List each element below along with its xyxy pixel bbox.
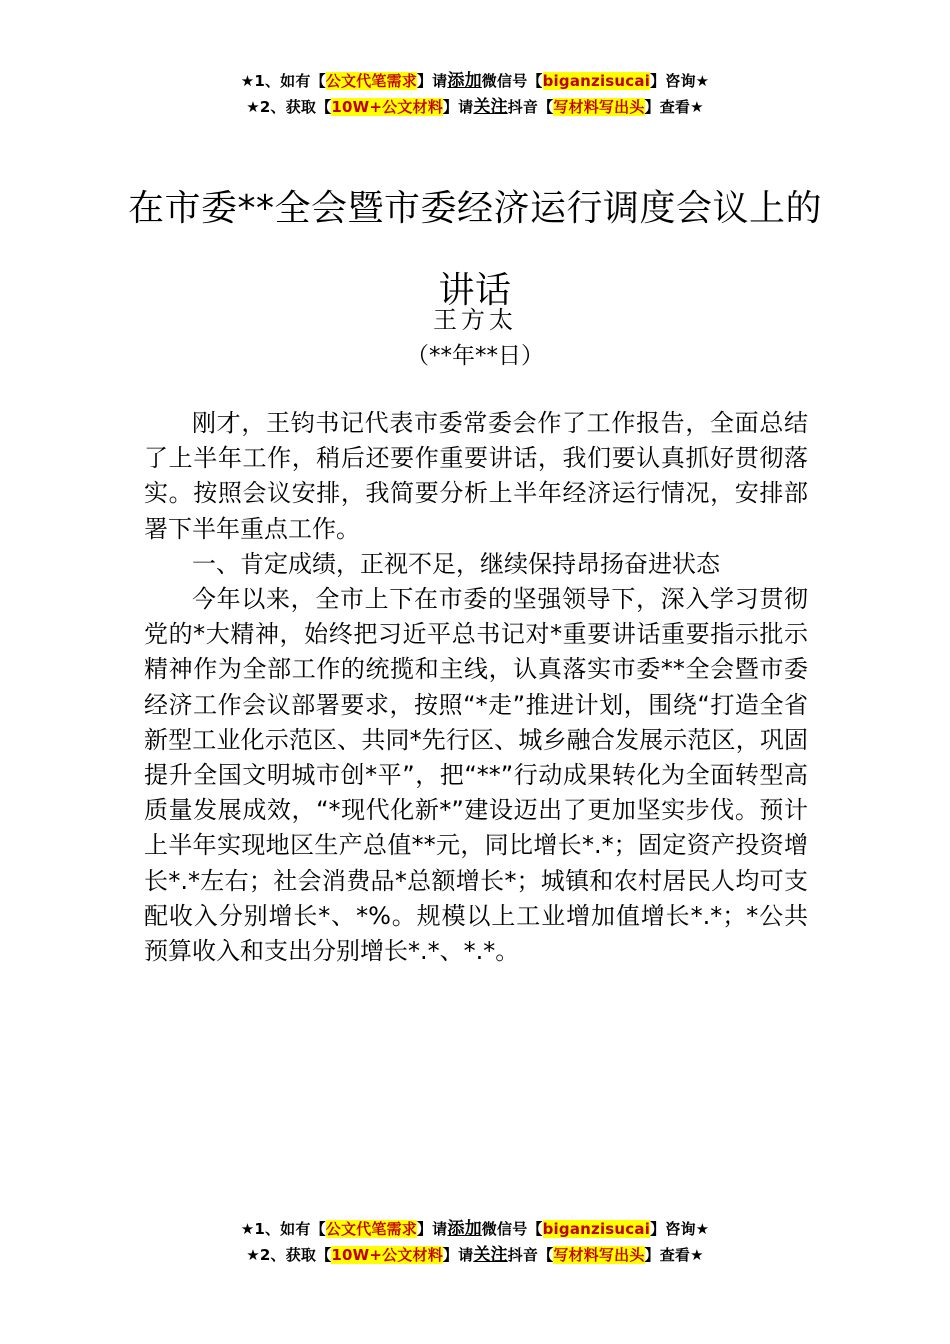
banner-emphasis: 添加 bbox=[447, 71, 482, 91]
document-body bbox=[144, 406, 808, 969]
banner-douyin-id: 写材料写出头 bbox=[553, 1246, 645, 1264]
paragraph-intro: 刚才，王钧书记代表市委常委会作了工作报告，全面总结了上半年工作，稍后还要作重要讲话，我们要认真抓好贯彻落实。按照会议安排，我简要分析上半年经济运行情况，安排部署下半年重点工作。 bbox=[144, 409, 808, 543]
banner-emphasis: 关注 bbox=[473, 1245, 508, 1265]
bottom-banner bbox=[0, 1216, 950, 1268]
banner-highlight: 10W+公文材料 bbox=[331, 98, 443, 116]
document-title: 在市委**全会暨市委经济运行调度会议上的讲话 bbox=[127, 188, 822, 311]
banner-emphasis: 关注 bbox=[473, 97, 508, 117]
banner-text: 抖音【 bbox=[507, 98, 554, 116]
paragraph-achievements: 今年以来，全市上下在市委的坚强领导下，深入学习贯彻党的*大精神，始终把习近平总书记对*重要讲话重要指示批示精神作为全部工作的统揽和主线，认真落实市委**全会暨市委经济工作会议部署要求，按照“*走”推进计划，围绕“打造全省新型工业化示范区、共同*先行区、城乡融合发展示范区，巩固提升全国文明城市创*平”，把“**”行动成果转化为全面转型高质量发展成效，“*现代化新*”建设迈出了更加坚实步伐。预计上半年实现地区生产总值**元，同比增长*.*；固定资产投资增长*.*左右；社会消费品*总额增长*；城镇和农村居民人均可支配收入分别增长*、*%。规模以上工业增加值增长*.*；*公共预算收入和支出分别增长*.*、*.*。 bbox=[144, 585, 808, 966]
banner-text: ★2、获取【 bbox=[246, 98, 332, 116]
banner-douyin-id: 写材料写出头 bbox=[553, 98, 645, 116]
banner-text: ★1、如有【 bbox=[240, 72, 326, 90]
banner-text: ★1、如有【 bbox=[240, 1220, 326, 1238]
document-date: （**年**日） bbox=[406, 343, 544, 369]
banner-wechat-id: biganzisucai bbox=[542, 1220, 651, 1238]
banner-text: ★2、获取【 bbox=[246, 1246, 332, 1264]
banner-text: 】请 bbox=[442, 1246, 474, 1264]
banner-emphasis: 添加 bbox=[447, 1219, 482, 1239]
banner-line-1 bbox=[0, 1216, 950, 1242]
banner-highlight: 公文代笔需求 bbox=[325, 1220, 417, 1238]
banner-highlight: 公文代笔需求 bbox=[325, 72, 417, 90]
banner-wechat-id: biganzisucai bbox=[542, 72, 651, 90]
banner-text: 】查看★ bbox=[644, 1246, 704, 1264]
top-banner bbox=[0, 68, 950, 120]
document-author: 王方太 bbox=[433, 306, 517, 334]
banner-text: 】咨询★ bbox=[650, 72, 710, 90]
banner-text: 抖音【 bbox=[507, 1246, 554, 1264]
banner-line-2 bbox=[0, 1242, 950, 1268]
banner-text: 】请 bbox=[442, 98, 474, 116]
banner-text: 】请 bbox=[416, 72, 448, 90]
banner-highlight: 10W+公文材料 bbox=[331, 1246, 443, 1264]
banner-text: 】咨询★ bbox=[650, 1220, 710, 1238]
banner-line-1 bbox=[0, 68, 950, 94]
banner-text: 】请 bbox=[416, 1220, 448, 1238]
banner-text: 】查看★ bbox=[644, 98, 704, 116]
banner-text: 微信号【 bbox=[481, 1220, 543, 1238]
section-heading-1: 一、肯定成绩，正视不足，继续保持昂扬奋进状态 bbox=[192, 549, 720, 578]
banner-text: 微信号【 bbox=[481, 72, 543, 90]
banner-line-2 bbox=[0, 94, 950, 120]
